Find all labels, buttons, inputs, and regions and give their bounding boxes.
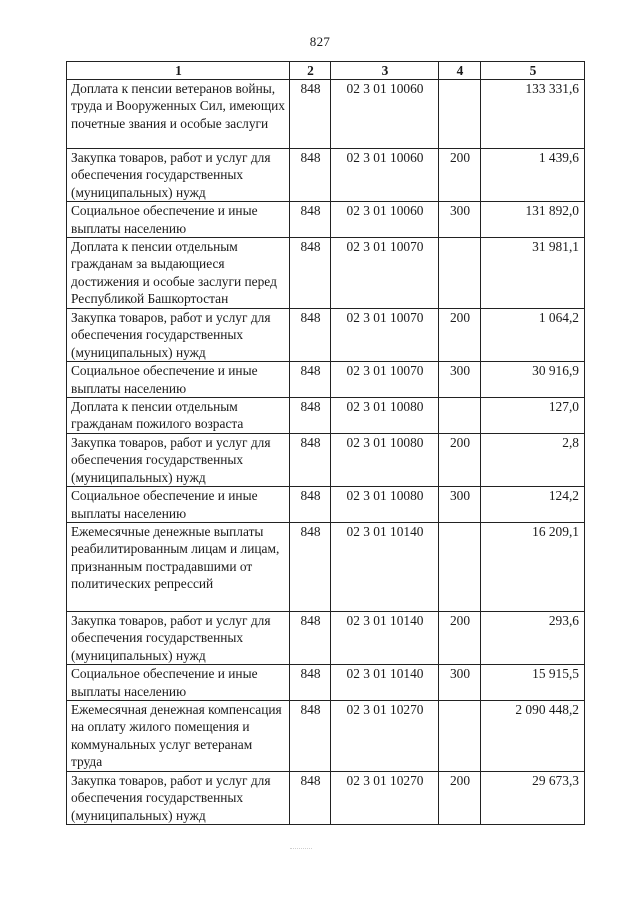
row-name-cell: Ежемесячные денежные выплаты реабилитированным лицам и лицам, признанным пострадавшими от политических репрессий xyxy=(67,522,290,611)
row-type-cell: 300 xyxy=(439,202,481,238)
table-row xyxy=(67,309,585,362)
row-dept-cell: 848 xyxy=(290,238,331,309)
row-type-cell: 300 xyxy=(439,665,481,701)
row-dept-cell: 848 xyxy=(290,433,331,486)
row-name-cell: Доплата к пенсии отдельным гражданам пожилого возраста xyxy=(67,398,290,434)
row-code-cell: 02 3 01 10270 xyxy=(331,771,439,824)
row-type-cell: 200 xyxy=(439,149,481,202)
row-dept-cell: 848 xyxy=(290,700,331,771)
row-amount-cell: 2,8 xyxy=(481,433,585,486)
row-amount-cell: 30 916,9 xyxy=(481,362,585,398)
row-code-cell: 02 3 01 10140 xyxy=(331,611,439,664)
row-amount-cell: 16 209,1 xyxy=(481,522,585,611)
table-row xyxy=(67,611,585,664)
row-code-cell: 02 3 01 10080 xyxy=(331,433,439,486)
row-name-cell: Ежемесячная денежная компенсация на оплату жилого помещения и коммунальных услуг ветеранам труда xyxy=(67,700,290,771)
row-type-cell xyxy=(439,522,481,611)
table-row xyxy=(67,238,585,309)
row-type-cell xyxy=(439,80,481,149)
row-name-cell: Закупка товаров, работ и услуг для обеспечения государственных (муниципальных) нужд xyxy=(67,149,290,202)
row-type-cell: 200 xyxy=(439,433,481,486)
row-dept-cell: 848 xyxy=(290,522,331,611)
row-dept-cell: 848 xyxy=(290,149,331,202)
row-name-cell: Закупка товаров, работ и услуг для обеспечения государственных (муниципальных) нужд xyxy=(67,611,290,664)
row-dept-cell: 848 xyxy=(290,665,331,701)
row-code-cell: 02 3 01 10070 xyxy=(331,362,439,398)
row-amount-cell: 127,0 xyxy=(481,398,585,434)
row-code-cell: 02 3 01 10060 xyxy=(331,202,439,238)
column-header-3: 3 xyxy=(331,62,439,80)
scan-artifact xyxy=(290,848,312,850)
row-amount-cell: 1 064,2 xyxy=(481,309,585,362)
row-amount-cell: 131 892,0 xyxy=(481,202,585,238)
table-row xyxy=(67,771,585,824)
row-code-cell: 02 3 01 10060 xyxy=(331,149,439,202)
row-name-cell: Социальное обеспечение и иные выплаты населению xyxy=(67,487,290,523)
row-type-cell xyxy=(439,700,481,771)
table-row xyxy=(67,522,585,611)
row-type-cell: 200 xyxy=(439,309,481,362)
row-code-cell: 02 3 01 10070 xyxy=(331,309,439,362)
table-row xyxy=(67,149,585,202)
table-row xyxy=(67,398,585,434)
row-name-cell: Доплата к пенсии отдельным гражданам за выдающиеся достижения и особые заслуги перед Республикой Башкортостан xyxy=(67,238,290,309)
column-header-5: 5 xyxy=(481,62,585,80)
row-type-cell: 200 xyxy=(439,611,481,664)
row-name-cell: Закупка товаров, работ и услуг для обеспечения государственных (муниципальных) нужд xyxy=(67,433,290,486)
column-header-4: 4 xyxy=(439,62,481,80)
row-name-cell: Социальное обеспечение и иные выплаты населению xyxy=(67,665,290,701)
row-dept-cell: 848 xyxy=(290,362,331,398)
row-amount-cell: 133 331,6 xyxy=(481,80,585,149)
row-code-cell: 02 3 01 10080 xyxy=(331,398,439,434)
row-amount-cell: 124,2 xyxy=(481,487,585,523)
row-type-cell xyxy=(439,238,481,309)
row-name-cell: Закупка товаров, работ и услуг для обеспечения государственных (муниципальных) нужд xyxy=(67,771,290,824)
row-code-cell: 02 3 01 10140 xyxy=(331,522,439,611)
row-type-cell: 300 xyxy=(439,362,481,398)
row-amount-cell: 15 915,5 xyxy=(481,665,585,701)
row-name-cell: Закупка товаров, работ и услуг для обеспечения государственных (муниципальных) нужд xyxy=(67,309,290,362)
row-code-cell: 02 3 01 10060 xyxy=(331,80,439,149)
row-amount-cell: 1 439,6 xyxy=(481,149,585,202)
row-amount-cell: 31 981,1 xyxy=(481,238,585,309)
row-dept-cell: 848 xyxy=(290,611,331,664)
table-row xyxy=(67,362,585,398)
row-amount-cell: 29 673,3 xyxy=(481,771,585,824)
table-row xyxy=(67,487,585,523)
row-dept-cell: 848 xyxy=(290,487,331,523)
table-row xyxy=(67,700,585,771)
table-row xyxy=(67,433,585,486)
table-row xyxy=(67,80,585,149)
row-name-cell: Социальное обеспечение и иные выплаты населению xyxy=(67,362,290,398)
row-type-cell xyxy=(439,398,481,434)
column-header-2: 2 xyxy=(290,62,331,80)
row-code-cell: 02 3 01 10080 xyxy=(331,487,439,523)
row-name-cell: Социальное обеспечение и иные выплаты населению xyxy=(67,202,290,238)
row-type-cell: 300 xyxy=(439,487,481,523)
row-code-cell: 02 3 01 10070 xyxy=(331,238,439,309)
row-dept-cell: 848 xyxy=(290,80,331,149)
table-row xyxy=(67,665,585,701)
row-amount-cell: 2 090 448,2 xyxy=(481,700,585,771)
row-dept-cell: 848 xyxy=(290,771,331,824)
budget-table xyxy=(66,61,585,825)
table-row xyxy=(67,202,585,238)
row-amount-cell: 293,6 xyxy=(481,611,585,664)
column-header-1: 1 xyxy=(67,62,290,80)
table-header-row xyxy=(67,62,585,80)
row-dept-cell: 848 xyxy=(290,309,331,362)
row-dept-cell: 848 xyxy=(290,398,331,434)
row-code-cell: 02 3 01 10140 xyxy=(331,665,439,701)
page-number: 827 xyxy=(309,34,331,49)
row-name-cell: Доплата к пенсии ветеранов войны, труда и Вооруженных Сил, имеющих почетные звания и особые заслуги xyxy=(67,80,290,149)
row-dept-cell: 848 xyxy=(290,202,331,238)
row-code-cell: 02 3 01 10270 xyxy=(331,700,439,771)
row-type-cell: 200 xyxy=(439,771,481,824)
